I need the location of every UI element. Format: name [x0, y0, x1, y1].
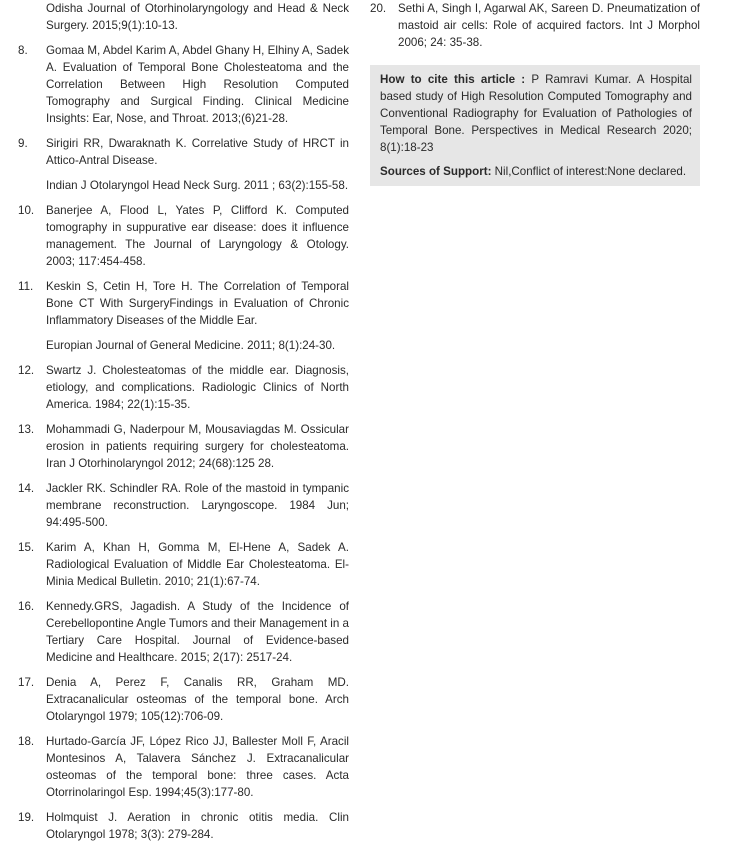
reference-text: Kennedy.GRS, Jagadish. A Study of the Incidence of Cerebellopontine Angle Tumors and their Management in a Tertiary Care Hospital. Journal of Evidence-based Medicine and Healthcare. 2015; 2(17): 2517-24. — [46, 600, 349, 664]
reference-number: 19. — [18, 811, 35, 824]
how-to-cite-label: How to cite this article : — [380, 73, 526, 86]
reference-17 — [18, 674, 349, 725]
reference-text: Odisha Journal of Otorhinolaryngology and Head & Neck Surgery. 2015;9(1):10-13. — [46, 2, 349, 32]
reference-number: 13. — [18, 423, 35, 436]
reference-number: 15. — [18, 541, 35, 554]
reference-text: Jackler RK. Schindler RA. Role of the mastoid in tympanic membrane reconstruction. Laryngoscope. 1984 Jun; 94:495-500. — [46, 482, 349, 529]
reference-continuation: Indian J Otolaryngol Head Neck Surg. 2011 ; 63(2):155-58. — [46, 179, 349, 192]
reference-number: 9. — [18, 137, 28, 150]
reference-text: Mohammadi G, Naderpour M, Mousaviagdas M. Ossicular erosion in patients requiring surgery for cholesteatoma. Iran J Otorhinolaryngol 2012; 24(68):125 28. — [46, 423, 349, 470]
reference-number: 20. — [370, 2, 387, 15]
reference-14 — [18, 480, 349, 531]
sources-of-support — [380, 163, 692, 180]
reference-8 — [18, 42, 349, 127]
reference-number: 18. — [18, 735, 35, 748]
reference-text: Karim A, Khan H, Gomma M, El-Hene A, Sadek A. Radiological Evaluation of Middle Ear Cholesteatoma. El-Minia Medical Bulletin. 2010; 21(1):67-74. — [46, 541, 349, 588]
reference-continuation: Europian Journal of General Medicine. 2011; 8(1):24-30. — [46, 339, 336, 352]
references-left-column — [18, 0, 349, 851]
reference-text: Holmquist J. Aeration in chronic otitis media. Clin Otolaryngol 1978; 3(3): 279-284. — [46, 811, 349, 841]
reference-text: Keskin S, Cetin H, Tore H. The Correlation of Temporal Bone CT With SurgeryFindings in Evaluation of Chronic Inflammatory Diseases of the Middle Ear. — [46, 280, 349, 327]
reference-number: 10. — [18, 204, 35, 217]
citation-box — [370, 65, 700, 186]
reference-11 — [18, 278, 349, 354]
sources-of-support-label: Sources of Support: — [380, 165, 492, 178]
reference-19 — [18, 809, 349, 843]
reference-7-continuation — [18, 0, 349, 34]
reference-text: Swartz J. Cholesteatomas of the middle ear. Diagnosis, etiology, and complications. Radiologic Clinics of North America. 1984; 22(1):15-35. — [46, 364, 349, 411]
reference-16 — [18, 598, 349, 666]
reference-text: Gomaa M, Abdel Karim A, Abdel Ghany H, Elhiny A, Sadek A. Evaluation of Temporal Bone Cholesteatoma and the Correlation Between High Resolution Computed Tomography and Surgical Finding. Clinical Medicine Insights: Ear, Nose, and Throat. 2013;(6)21-28. — [46, 44, 349, 125]
sources-of-support-text: Nil,Conflict of interest:None declared. — [494, 165, 687, 178]
reference-number: 8. — [18, 44, 28, 57]
reference-15 — [18, 539, 349, 590]
reference-number: 16. — [18, 600, 35, 613]
references-right-column — [370, 0, 700, 186]
reference-text: Banerjee A, Flood L, Yates P, Clifford K. Computed tomography in suppurative ear disease: does it influence management. The Journal of Laryngology & Otology. 2003; 117:454-458. — [46, 204, 349, 268]
reference-13 — [18, 421, 349, 472]
reference-number: 17. — [18, 676, 35, 689]
reference-text: Sethi A, Singh I, Agarwal AK, Sareen D. Pneumatization of mastoid air cells: Role of acquired factors. Int J Morphol 2006; 24: 35-38. — [398, 2, 700, 49]
how-to-cite — [380, 71, 692, 156]
reference-text: Sirigiri RR, Dwaraknath K. Correlative Study of HRCT in Attico-Antral Disease. — [46, 137, 349, 167]
reference-number: 12. — [18, 364, 35, 377]
reference-12 — [18, 362, 349, 413]
reference-18 — [18, 733, 349, 801]
reference-9 — [18, 135, 349, 194]
reference-10 — [18, 202, 349, 270]
reference-20 — [370, 0, 700, 51]
reference-number: 11. — [18, 280, 34, 293]
reference-text: Denia A, Perez F, Canalis RR, Graham MD. Extracanalicular osteomas of the temporal bone. Arch Otolaryngol 1979; 105(12):706-09. — [46, 676, 349, 723]
how-to-cite-text: P Ramravi Kumar. A Hospital based study of High Resolution Computed Tomography and Conventional Radiography for Evaluation of Pathologies of Temporal Bone. Perspectives in Medical Research 2020; 8(1):18-23 — [380, 73, 692, 154]
reference-text: Hurtado-García JF, López Rico JJ, Ballester Moll F, Aracil Montesinos A, Talavera Sánchez J. Extracanalicular osteomas of the temporal bone: three cases. Acta Otorrinolaringol Esp. 1994;45(3):177-80. — [46, 735, 349, 799]
reference-number: 14. — [18, 482, 35, 495]
